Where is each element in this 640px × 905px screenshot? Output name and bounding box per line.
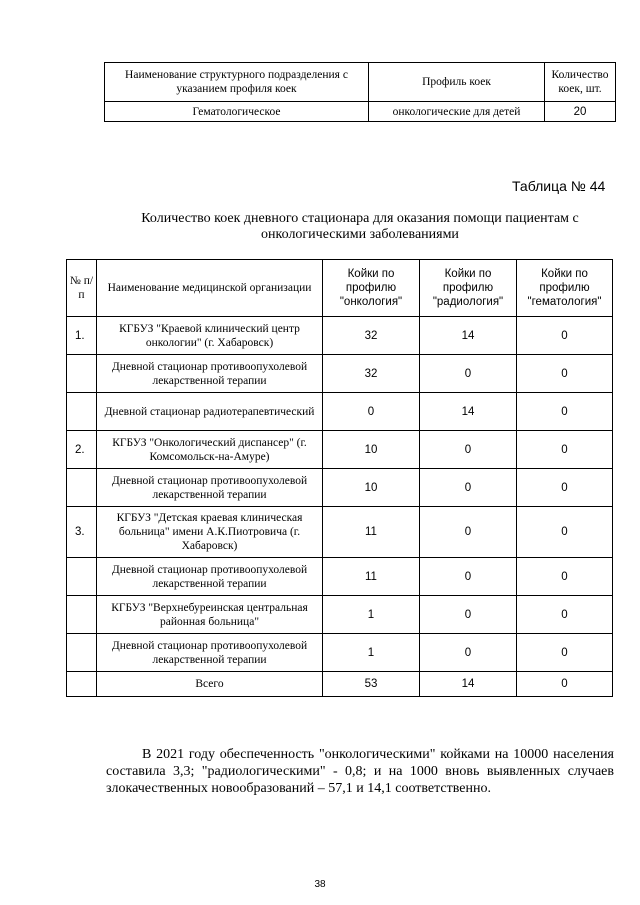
beds-cell-number: 2. — [67, 431, 97, 469]
table-row — [67, 355, 613, 393]
table-row — [105, 102, 616, 122]
beds-cell-oncology: 1 — [323, 596, 420, 634]
table-row — [67, 431, 613, 469]
beds-cell-oncology-total: 53 — [323, 672, 420, 697]
beds-cell-oncology: 11 — [323, 507, 420, 558]
beds-cell-radiology: 0 — [420, 355, 517, 393]
beds-table-header-number: № п/п — [67, 260, 97, 317]
beds-cell-organization: КГБУЗ "Краевой клинический центр онкологии" (г. Хабаровск) — [97, 317, 323, 355]
beds-cell-hematology: 0 — [517, 355, 613, 393]
beds-table-header-radiology: Койки по профилю "радиология" — [420, 260, 517, 317]
profile-table-header-unit: Наименование структурного подразделения с указанием профиля коек — [105, 63, 369, 102]
beds-cell-organization: Дневной стационар противоопухолевой лекарственной терапии — [97, 355, 323, 393]
page-number: 38 — [314, 879, 326, 890]
beds-cell-number — [67, 558, 97, 596]
beds-cell-number — [67, 672, 97, 697]
beds-cell-hematology: 0 — [517, 317, 613, 355]
beds-cell-radiology: 14 — [420, 317, 517, 355]
profile-table — [104, 62, 616, 122]
table-caption: Количество коек дневного стационара для оказания помощи пациентам с онкологическими заболеваниями — [141, 211, 579, 242]
beds-cell-hematology: 0 — [517, 558, 613, 596]
beds-table — [66, 259, 613, 697]
profile-table-cell-count: 20 — [545, 102, 616, 122]
beds-cell-number — [67, 355, 97, 393]
table-row — [67, 558, 613, 596]
beds-cell-hematology: 0 — [517, 469, 613, 507]
beds-cell-organization: Дневной стационар противоопухолевой лекарственной терапии — [97, 634, 323, 672]
beds-cell-number: 1. — [67, 317, 97, 355]
table-row — [67, 596, 613, 634]
beds-cell-radiology: 0 — [420, 507, 517, 558]
table-row — [67, 507, 613, 558]
beds-table-header-hematology: Койки по профилю "гематология" — [517, 260, 613, 317]
beds-cell-oncology: 32 — [323, 355, 420, 393]
beds-cell-organization: Дневной стационар противоопухолевой лекарственной терапии — [97, 558, 323, 596]
beds-cell-number — [67, 596, 97, 634]
beds-table-header-row — [67, 260, 613, 317]
body-paragraph: В 2021 году обеспеченность "онкологическими" койками на 10000 населения составила 3,3; "радиологическими" - 0,8; и на 1000 вновь выявленных случаев злокачественных новообразований – 57,1 и 14,1 соответственно. — [106, 747, 614, 796]
beds-cell-radiology: 0 — [420, 431, 517, 469]
beds-cell-oncology: 10 — [323, 469, 420, 507]
beds-cell-oncology: 32 — [323, 317, 420, 355]
beds-cell-hematology: 0 — [517, 393, 613, 431]
table-number: Таблица № 44 — [512, 178, 606, 194]
beds-cell-organization: Дневной стационар противоопухолевой лекарственной терапии — [97, 469, 323, 507]
beds-cell-organization: Дневной стационар радиотерапевтический — [97, 393, 323, 431]
table-row — [67, 469, 613, 507]
beds-cell-number: 3. — [67, 507, 97, 558]
profile-table-cell-unit: Гематологическое — [105, 102, 369, 122]
beds-cell-radiology: 0 — [420, 558, 517, 596]
beds-cell-oncology: 11 — [323, 558, 420, 596]
profile-table-header-profile: Профиль коек — [369, 63, 545, 102]
table-row — [67, 393, 613, 431]
beds-cell-hematology: 0 — [517, 431, 613, 469]
beds-cell-hematology: 0 — [517, 634, 613, 672]
beds-cell-radiology-total: 14 — [420, 672, 517, 697]
beds-cell-number — [67, 469, 97, 507]
beds-cell-hematology: 0 — [517, 596, 613, 634]
beds-table-header-oncology: Койки по профилю "онкология" — [323, 260, 420, 317]
beds-cell-number — [67, 393, 97, 431]
table-row — [67, 317, 613, 355]
beds-cell-organization: КГБУЗ "Верхнебуреинская центральная районная больница" — [97, 596, 323, 634]
beds-cell-number — [67, 634, 97, 672]
profile-table-cell-profile: онкологические для детей — [369, 102, 545, 122]
profile-table-header-row — [105, 63, 616, 102]
beds-cell-radiology: 0 — [420, 596, 517, 634]
beds-cell-oncology: 10 — [323, 431, 420, 469]
beds-cell-total-label: Всего — [97, 672, 323, 697]
beds-cell-organization: КГБУЗ "Детская краевая клиническая больница" имени А.К.Пиотровича (г. Хабаровск) — [97, 507, 323, 558]
beds-cell-radiology: 14 — [420, 393, 517, 431]
beds-table-header-organization: Наименование медицинской организации — [97, 260, 323, 317]
beds-cell-oncology: 1 — [323, 634, 420, 672]
beds-cell-hematology: 0 — [517, 507, 613, 558]
beds-cell-radiology: 0 — [420, 634, 517, 672]
beds-cell-organization: КГБУЗ "Онкологический диспансер" (г. Комсомольск-на-Амуре) — [97, 431, 323, 469]
beds-cell-hematology-total: 0 — [517, 672, 613, 697]
table-row — [67, 634, 613, 672]
table-total-row — [67, 672, 613, 697]
profile-table-header-count: Количество коек, шт. — [545, 63, 616, 102]
beds-cell-oncology: 0 — [323, 393, 420, 431]
beds-cell-radiology: 0 — [420, 469, 517, 507]
